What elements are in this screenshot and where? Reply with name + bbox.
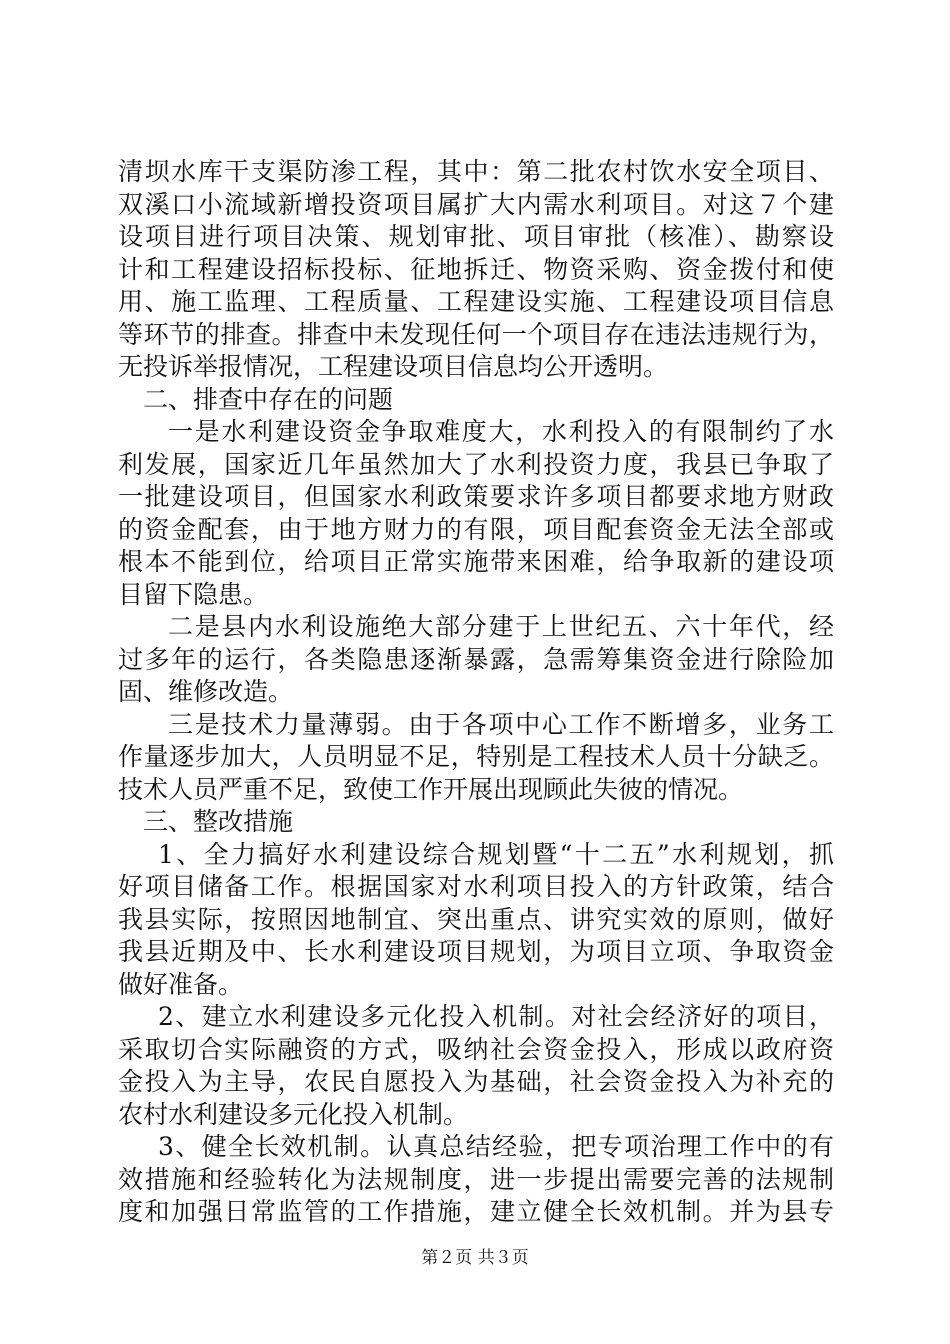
text-line: 1、全力搞好水利建设综合规划暨“十二五”水利规划，抓 (158, 839, 834, 869)
text-line: 三是技术力量薄弱。由于各项中心工作不断增多，业务工 (168, 709, 834, 739)
text-line: 好项目储备工作。根据国家对水利项目投入的方针政策，结合 (118, 872, 834, 901)
text-line: 三、整改措施 (143, 807, 294, 836)
text-line: 利发展，国家近几年虽然加大了水利投资力度，我县已争取了 (118, 449, 834, 479)
text-line: 我县实际，按照因地制宜、突出重点、讲究实效的原则，做好 (118, 904, 834, 934)
text-line: 过多年的运行，各类隐患逐渐暴露，急需筹集资金进行除险加 (118, 644, 834, 674)
text-line: 技术人员严重不足，致使工作开展出现顾此失彼的情况。 (118, 774, 744, 804)
text-line: 效措施和经验转化为法规制度，进一步提出需要完善的法规制 (118, 1164, 834, 1194)
text-line: 作量逐步加大，人员明显不足，特别是工程技术人员十分缺乏。 (118, 742, 834, 771)
text-line: 3、健全长效机制。认真总结经验，把专项治理工作中的有 (158, 1132, 834, 1161)
text-line: 农村水利建设多元化投入机制。 (118, 1099, 469, 1129)
text-line: 目留下隐患。 (118, 579, 269, 609)
text-line: 我县近期及中、长水利建设项目规划，为项目立项、争取资金 (118, 937, 834, 966)
text-line: 的资金配套，由于地方财力的有限，项目配套资金无法全部或 (118, 514, 834, 544)
text-line: 做好准备。 (118, 969, 244, 999)
text-line: 二是县内水利设施绝大部分建于上世纪五、六十年代，经 (168, 612, 834, 641)
text-line: 清坝水库干支渠防渗工程，其中：第二批农村饮水安全项目、 (118, 157, 834, 186)
text-line: 二、排查中存在的问题 (143, 384, 394, 414)
text-line: 一是水利建设资金争取难度大，水利投入的有限制约了水 (168, 417, 834, 446)
text-line: 根本不能到位，给项目正常实施带来困难，给争取新的建设项 (118, 547, 834, 576)
text-line: 采取切合实际融资的方式，吸纳社会资金投入，形成以政府资 (118, 1034, 834, 1064)
text-line: 2、建立水利建设多元化投入机制。对社会经济好的项目， (158, 1002, 834, 1031)
text-line: 度和加强日常监管的工作措施，建立健全长效机制。并为县专 (118, 1197, 834, 1226)
text-line: 双溪口小流域新增投资项目属扩大内需水利项目。对这７个建 (118, 189, 834, 219)
text-line: 金投入为主导，农民自愿投入为基础，社会资金投入为补充的 (118, 1067, 834, 1096)
text-line: 用、施工监理、工程质量、工程建设实施、工程建设项目信息 (118, 287, 834, 316)
page-footer: 第２页 共３页 (421, 1248, 529, 1268)
text-line: 一批建设项目，但国家水利政策要求许多项目都要求地方财政 (118, 482, 834, 511)
text-line: 等环节的排查。排查中未发现任何一个项目存在违法违规行为， (118, 319, 834, 349)
document-body (118, 156, 834, 1229)
text-line: 设项目进行项目决策、规划审批、项目审批（核准）、勘察设 (118, 222, 834, 251)
text-line: 计和工程建设招标投标、征地拆迁、物资采购、资金拨付和使 (118, 254, 834, 284)
text-line: 无投诉举报情况，工程建设项目信息均公开透明。 (118, 352, 669, 381)
text-line: 固、维修改造。 (118, 677, 294, 706)
